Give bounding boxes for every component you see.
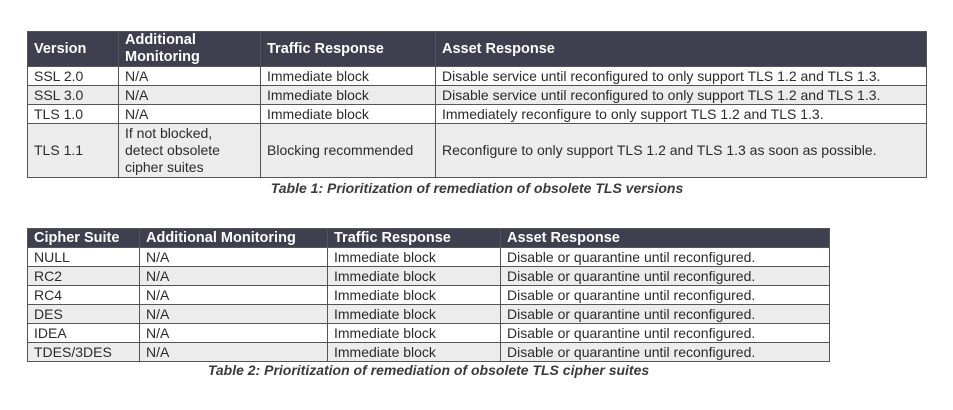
- cell-traffic: Immediate block: [261, 86, 436, 105]
- cell-asset: Disable or quarantine until reconfigured.: [501, 343, 830, 362]
- table-header-row: [28, 229, 830, 248]
- cell-monitoring: N/A: [119, 105, 261, 124]
- cell-traffic: Immediate block: [261, 105, 436, 124]
- table-header-row: [28, 32, 927, 67]
- cell-monitoring: N/A: [140, 324, 328, 343]
- cell-cipher: IDEA: [28, 324, 140, 343]
- table-row: [28, 343, 830, 362]
- cell-version: SSL 2.0: [28, 67, 119, 86]
- header-additional-monitoring: Additional Monitoring: [119, 32, 261, 67]
- table-row: [28, 124, 927, 178]
- cell-monitoring: N/A: [119, 67, 261, 86]
- table-row: [28, 324, 830, 343]
- cell-cipher: RC4: [28, 286, 140, 305]
- cell-traffic: Blocking recommended: [261, 124, 436, 178]
- table-row: [28, 305, 830, 324]
- cell-cipher: DES: [28, 305, 140, 324]
- cell-asset: Disable or quarantine until reconfigured.: [501, 324, 830, 343]
- cell-traffic: Immediate block: [328, 305, 501, 324]
- header-traffic-response: Traffic Response: [261, 32, 436, 67]
- cell-asset: Disable service until reconfigured to only support TLS 1.2 and TLS 1.3.: [436, 67, 927, 86]
- cell-version: TLS 1.1: [28, 124, 119, 178]
- cell-monitoring: N/A: [140, 267, 328, 286]
- cell-version: TLS 1.0: [28, 105, 119, 124]
- cell-traffic: Immediate block: [328, 286, 501, 305]
- cell-monitoring: N/A: [140, 286, 328, 305]
- cell-monitoring: N/A: [140, 305, 328, 324]
- cell-asset: Immediately reconfigure to only support TLS 1.2 and TLS 1.3.: [436, 105, 927, 124]
- header-cipher-suite: Cipher Suite: [28, 229, 140, 248]
- table-row: [28, 105, 927, 124]
- cell-asset: Disable or quarantine until reconfigured.: [501, 267, 830, 286]
- cell-monitoring: If not blocked, detect obsolete cipher suites: [119, 124, 261, 178]
- cell-traffic: Immediate block: [328, 267, 501, 286]
- table-row: [28, 267, 830, 286]
- cell-asset: Disable service until reconfigured to only support TLS 1.2 and TLS 1.3.: [436, 86, 927, 105]
- table-row: [28, 86, 927, 105]
- cell-asset: Disable or quarantine until reconfigured.: [501, 305, 830, 324]
- header-asset-response: Asset Response: [501, 229, 830, 248]
- cell-monitoring: N/A: [140, 248, 328, 267]
- cell-asset: Disable or quarantine until reconfigured.: [501, 248, 830, 267]
- table-row: [28, 248, 830, 267]
- cell-traffic: Immediate block: [328, 248, 501, 267]
- cell-cipher: TDES/3DES: [28, 343, 140, 362]
- header-additional-monitoring: Additional Monitoring: [140, 229, 328, 248]
- cell-version: SSL 3.0: [28, 86, 119, 105]
- cell-traffic: Immediate block: [328, 324, 501, 343]
- header-version: Version: [28, 32, 119, 67]
- cipher-suites-table: [27, 228, 830, 362]
- table-1-caption: Table 1: Prioritization of remediation of obsolete TLS versions: [270, 180, 684, 196]
- table-2-caption: Table 2: Prioritization of remediation of obsolete TLS cipher suites: [207, 362, 650, 378]
- cell-cipher: NULL: [28, 248, 140, 267]
- cell-monitoring: N/A: [140, 343, 328, 362]
- table-row: [28, 286, 830, 305]
- tls-versions-table: [27, 31, 927, 178]
- cell-monitoring: N/A: [119, 86, 261, 105]
- table-row: [28, 67, 927, 86]
- cell-cipher: RC2: [28, 267, 140, 286]
- cell-traffic: Immediate block: [328, 343, 501, 362]
- cell-traffic: Immediate block: [261, 67, 436, 86]
- cell-asset: Reconfigure to only support TLS 1.2 and TLS 1.3 as soon as possible.: [436, 124, 927, 178]
- header-traffic-response: Traffic Response: [328, 229, 501, 248]
- cell-asset: Disable or quarantine until reconfigured.: [501, 286, 830, 305]
- header-asset-response: Asset Response: [436, 32, 927, 67]
